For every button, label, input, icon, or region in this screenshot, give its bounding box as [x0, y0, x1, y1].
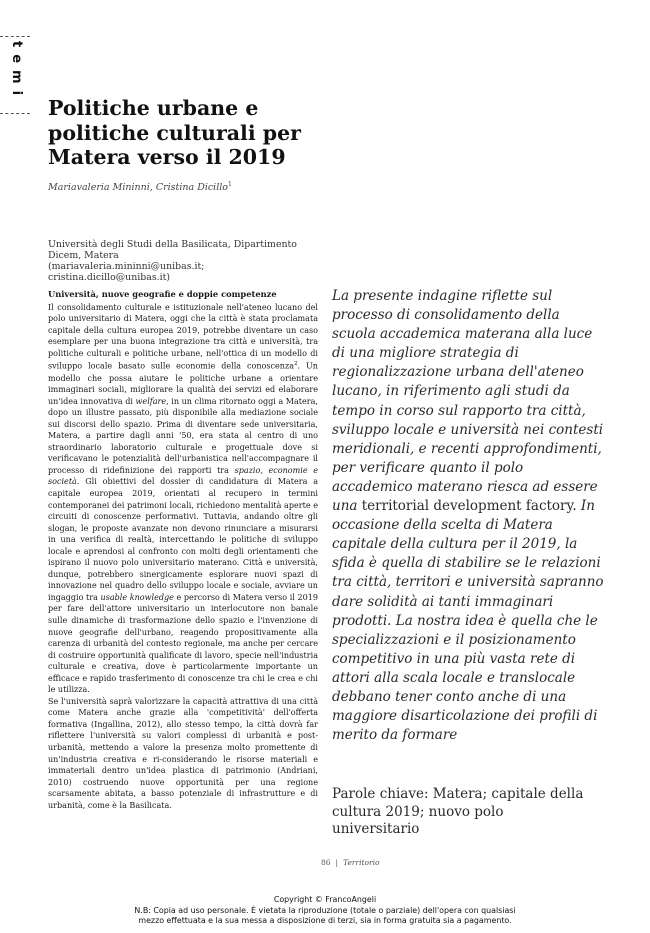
abstract-text-2: In occasione della scelta di Matera capitale della cultura per il 2019, la sfida è quella di stabilire se le relazioni tra città, territori e università sapranno dare solidità ai tanti immaginari prodotti. La nostra idea è quella che le specializzazioni e il posizionamento competitivo in una più vasta rete di attori alla scala locale e translocale debbano tener conto anche di una maggiore disarticolazione dei profili di merito da formare	[332, 498, 604, 744]
affiliation-emails: (mariavaleria.mininni@unibas.it; cristina.dicillo@unibas.it)	[48, 261, 205, 283]
section-tab	[0, 36, 30, 114]
article-authors	[48, 181, 232, 193]
copyright-line-1: Copyright © FrancoAngeli	[273, 895, 377, 904]
page-footer	[321, 858, 380, 867]
footer-separator: |	[335, 858, 339, 867]
footnote-mark: 2	[294, 361, 298, 368]
abstract-upright-phrase: territorial development factory.	[357, 498, 577, 515]
section-heading: Università, nuove geografie e doppie competenze	[48, 289, 277, 299]
section-tab-label: temi	[9, 41, 24, 103]
copyright-line-2: N.B: Copia ad uso personale. È vietata la riproduzione (totale o parziale) dell'opera con qualsiasi	[134, 905, 516, 915]
page-number: 86	[321, 858, 331, 867]
keywords: Parole chiave: Matera; capitale della cultura 2019; nuovo polo universitario	[332, 786, 584, 837]
body-column	[48, 289, 318, 811]
authors-text: Mariavaleria Mininni, Cristina Dicillo	[48, 182, 229, 194]
body-paragraph-2: Se l'università saprà valorizzare la capacità attrattiva di una città come Matera anche grazie alla 'competitività' dell'offerta formativa (Ingallina, 2012), allo stesso tempo, la città dovrà far riflettere l'università su valori complessi di urbanità e post-urbanità, mettendo a valore la presenza molto promettente di un'industria creativa e ri-considerando le risorse materiali e immateriali dentro un'idea plastica di patrimonio (Andriani, 2010) costruendo nuove opportunità per una regione scarsamente abitata, a basso potenziale di infrastrutture e di urbanità, come è la Basilicata.	[48, 696, 318, 810]
authors-footnote-mark: 1	[228, 181, 232, 188]
abstract	[332, 287, 606, 745]
affiliation	[48, 239, 328, 283]
affiliation-institution: Università degli Studi della Basilicata, Dipartimento Dicem, Matera	[48, 239, 297, 261]
abstract-text-1: La presente indagine riflette sul processo di consolidamento della scuola accademica materana alla luce di una migliore strategia di regionalizzazione urbana dell'ateneo lucano, in riferimento agli studi da tempo in corso sul rapporto tra città, sviluppo locale e università nei contesti meridionali, e recenti approfondimenti, per verificare quanto il polo accademico materano riesca ad essere una	[332, 288, 604, 515]
journal-name: Territorio	[343, 858, 380, 867]
copyright-notice	[0, 895, 650, 927]
article-title: Politiche urbane e politiche culturali per Matera verso il 2019	[48, 96, 301, 169]
body-paragraph-1: Il consolidamento culturale e istituzionale nell'ateneo lucano del polo universitario di Matera, oggi che la città è stata proclamata capitale della cultura europea 2019, potrebbe diventare un caso esemplare per una buona integrazione tra città e università, tra politiche culturali e politiche urbane, nell'ottica di un modello di sviluppo locale basato sulle economie della conoscenza$^2$. Un modello che possa aiutare le politiche urbane a orientare immaginari sociali, migliorare la qualità dei servizi ed elaborare un'idea innovativa di welfare, in un clima ritornato oggi a Matera, dopo un illustre passato, più disponibile alla mediazione sociale sui discorsi dello spazio. Prima di diventare sede universitaria, Matera, a partire dagli anni '50, era stata al centro di uno straordinario laboratorio culturale e progettuale dove si verificavano le potenzialità dell'urbanistica nell'accompagnare il processo di ridefinizione dei rapporti tra spazio, economie e società. Gli obiettivi del dossier di candidatura di Matera a capitale europea 2019, orientati al recupero in termini contemporanei dei patrimoni locali, richiedono mentalità aperte e circuiti di conoscenze performativi. Tuttavia, andando oltre gli slogan, le proposte avanzate non devono rinunciare a misurarsi in una verifica di realtà, intercettando le politiche di sviluppo locale e aprendosi al confronto con molti degli orientamenti che ispirano il nuovo polo universitario materano. Città e università, dunque, potrebbero sinergicamente esplorare nuovi spazi di innovazione nel quadro dello sviluppo locale e sociale, avviare un ingaggio tra usable knowledge e percorso di Matera verso il 2019 per fare dell'attore universitario un interlocutore non banale sulle dinamiche di trasformazione dello spazio e l'invenzione di nuove geografie dell'urbano, reagendo propositivamente alla carenza di urbanità del contesto regionale, ma anche per cercare di costruire opportunità qualificate di lavoro, specie nell'industria culturale e creativa, dove è particolarmente importante un efficace e rapido trasferimento di conoscenze tra chi le crea e chi le utilizza.	[48, 302, 318, 695]
copyright-line-3: mezzo effettuata e la sua messa a disposizione di terzi, sia in forma gratuita sia a pagamento.	[138, 916, 512, 925]
